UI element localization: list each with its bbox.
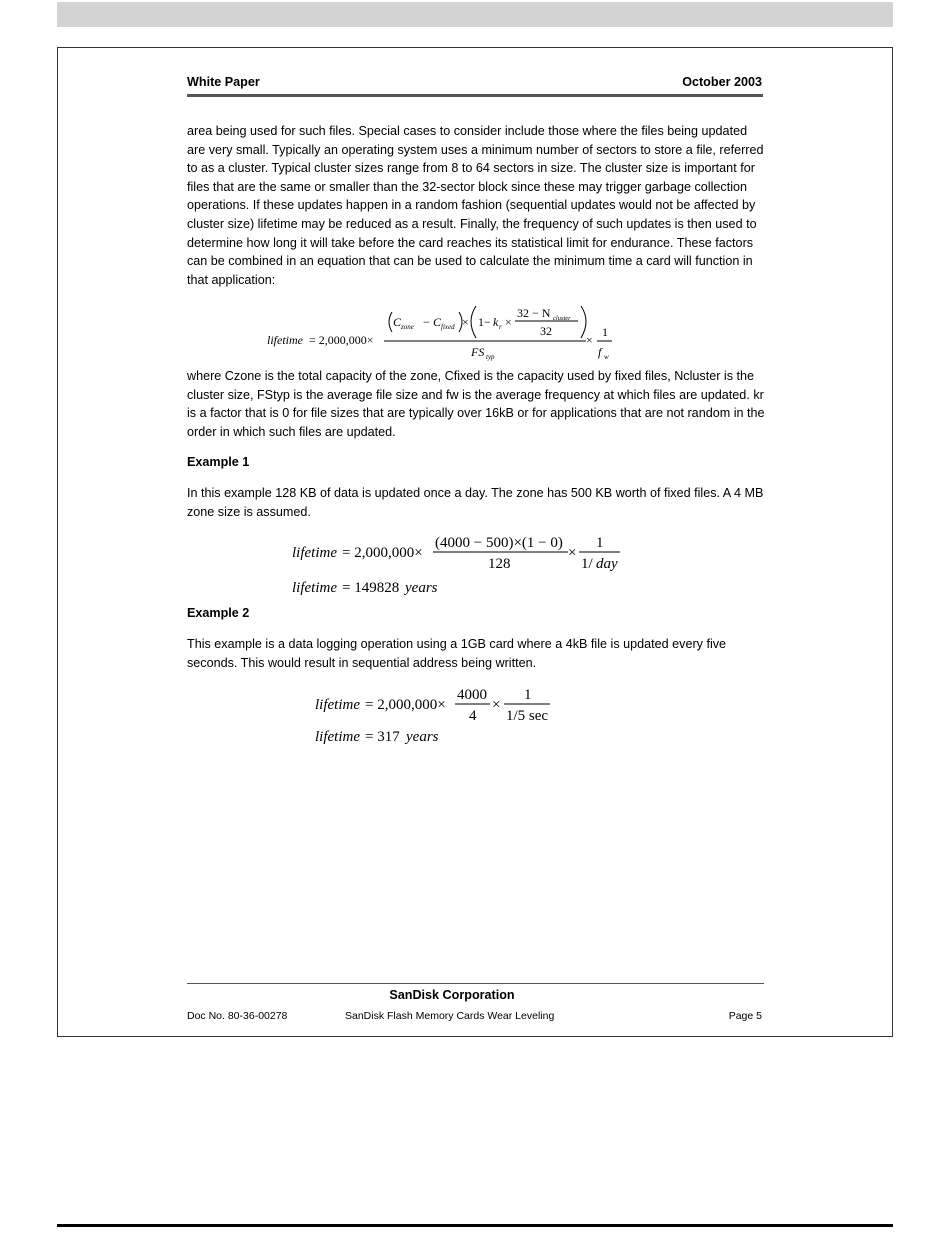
example1-text: In this example 128 KB of data is updated once a day. The zone has 500 KB worth of fixed files. A 4 MB zone size is assumed.	[187, 486, 764, 519]
header-rule	[187, 94, 763, 97]
eq1-one: 1	[596, 535, 604, 551]
c-fixed-sub: fixed	[441, 323, 455, 331]
example1-heading: Example 1	[187, 455, 250, 469]
eq2-lhs: lifetime	[315, 697, 360, 713]
eq-lhs: lifetime	[267, 333, 303, 347]
example2-heading: Example 2	[187, 606, 250, 620]
eq2-result-lhs: lifetime	[315, 729, 360, 745]
footer-doc-number: Doc No. 80-36-00278	[187, 1010, 288, 1022]
f-w-sub: w	[604, 353, 609, 361]
freq-numerator: 1	[602, 325, 608, 339]
eq1-denominator: 128	[488, 556, 511, 572]
eq2-one: 1	[524, 687, 532, 703]
eq1-result-value: = 149828	[342, 580, 400, 596]
c-zone-sub: zone	[401, 323, 414, 331]
bottom-rule	[57, 1224, 893, 1227]
eq2-result-value: = 317	[365, 729, 400, 745]
eq1-numerator: (4000 − 500)×(1 − 0)	[435, 535, 563, 551]
eq1-result-unit: years	[405, 580, 438, 596]
example2-text: This example is a data logging operation using a 1GB card where a 4kB file is updated every five seconds. This would result in sequential address being written.	[187, 637, 727, 670]
eq2-denominator: 4	[469, 708, 477, 724]
eq2-constant: = 2,000,000×	[365, 697, 446, 713]
footer-doc-title: SanDisk Flash Memory Cards Wear Leveling	[345, 1010, 555, 1022]
body-paragraph-intro: area being used for such files. Special cases to consider include those where the files being updated are very small. Typically an operating system uses a minimum number of sectors to store a file, referred to as a cluster. Typical cluster sizes range from 8 to 64 sectors in size. The cluster size is important for files that are the same or smaller than the 32-sector block since these may trigger garbage collection operations. If these updates happen in a random fashion (sequential updates would not be affected by cluster size) lifetime may be reduced as a result. Finally, the frequency of such updates is then used to determine how long it will take before the card reaches its statistical limit for endurance. These factors can be combined in an equation that can be used to calculate the minimum time a card will function in that application:	[187, 124, 764, 287]
one-minus: 1−	[478, 315, 491, 329]
times-1: ×	[462, 315, 469, 329]
footer-company: SanDisk Corporation	[389, 988, 515, 1002]
paren-left-1	[389, 312, 392, 332]
equation-example1-svg	[285, 528, 645, 598]
minus-1: −	[423, 315, 430, 329]
times-3: ×	[586, 333, 593, 347]
header-date: October 2003	[682, 75, 762, 89]
footer-rule	[187, 983, 764, 984]
c-zone: C	[393, 315, 402, 329]
top-gray-bar	[57, 2, 893, 27]
fs-typ-sub: typ	[486, 353, 495, 361]
lifetime-general-equation	[240, 296, 640, 366]
f-w: f	[598, 345, 602, 359]
eq-constant: = 2,000,000×	[309, 333, 374, 347]
eq1-rate-unit: day	[596, 556, 618, 572]
times-2: ×	[505, 315, 512, 329]
eq2-rate: 1/5 sec	[506, 708, 549, 724]
eq2-times: ×	[492, 697, 501, 713]
eq1-constant: = 2,000,000×	[342, 545, 423, 561]
eq2-result-unit: years	[406, 729, 439, 745]
example2-equation	[308, 683, 588, 753]
eq1-times: ×	[568, 545, 577, 561]
k-r-sub: r	[499, 323, 502, 331]
equation-example2-svg	[308, 683, 588, 753]
header-document-type: White Paper	[187, 75, 260, 89]
equation-general-svg	[240, 296, 640, 366]
body-paragraph-definitions: where Czone is the total capacity of the zone, Cfixed is the capacity used by fixed files, Ncluster is the cluster size, FStyp is the average file size and fw is the average frequency at which files are updated. kr is a factor that is 0 for file sizes that are typically over 16kB or for applications that are not random in the order in which such files are updated.	[187, 369, 765, 439]
inner-numerator: 32 − N	[517, 306, 551, 320]
paren-left-2	[471, 306, 476, 338]
k-r: k	[493, 315, 499, 329]
example1-equation	[285, 528, 645, 598]
inner-numerator-sub: cluster	[553, 315, 571, 322]
footer-page-number: Page 5	[728, 1010, 762, 1022]
eq1-lhs: lifetime	[292, 545, 337, 561]
eq2-numerator: 4000	[457, 687, 487, 703]
fs-typ: FS	[471, 345, 485, 359]
c-fixed: C	[433, 315, 442, 329]
inner-denominator: 32	[540, 324, 552, 338]
eq1-result-lhs: lifetime	[292, 580, 337, 596]
eq1-rate-prefix: 1/	[581, 556, 593, 572]
